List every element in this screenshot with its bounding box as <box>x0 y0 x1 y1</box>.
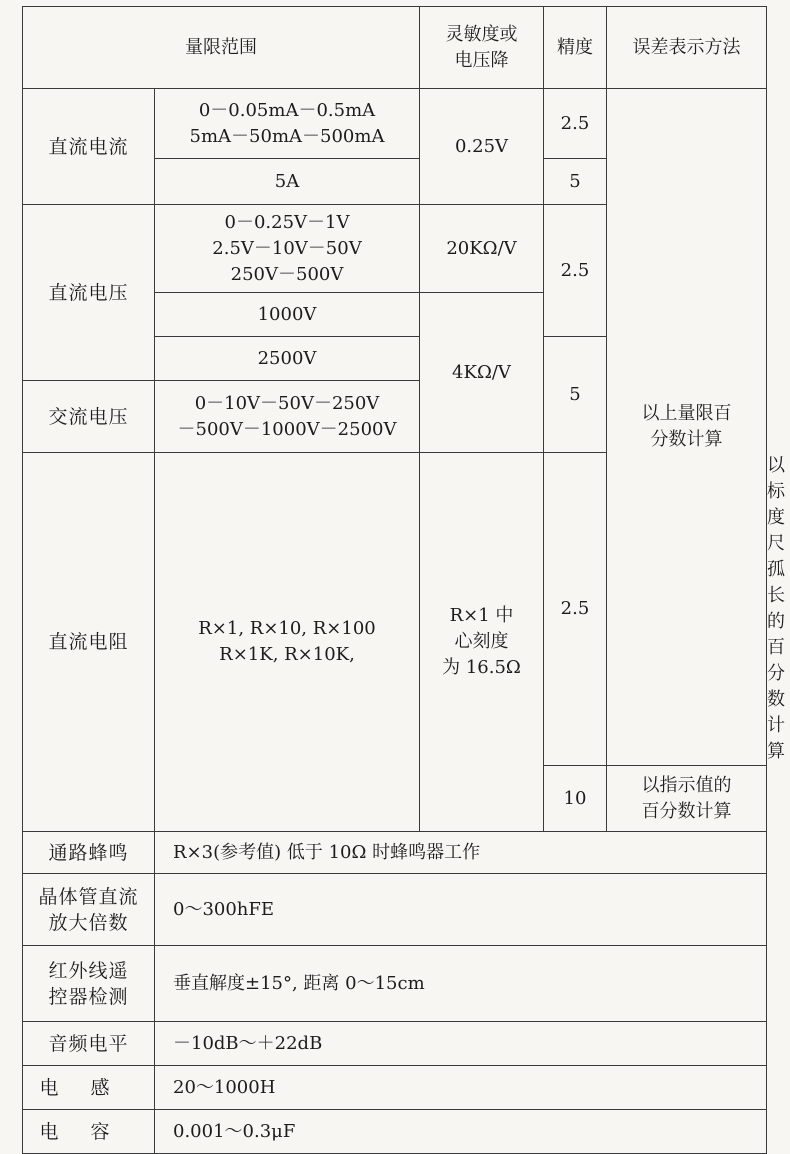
dc-voltage-sensitivity: 20KΩ/V <box>420 205 544 293</box>
buzzer-value: R×3(参考值) 低于 10Ω 时蜂鸣器工作 <box>155 832 767 874</box>
hfe-label <box>23 874 155 946</box>
dc-resistance-sensitivity-line3: 为 16.5Ω <box>442 657 521 678</box>
dc-resistance-sensitivity <box>420 453 544 832</box>
inductance-label: 电感 <box>23 1066 155 1110</box>
audio-level-value: －10dB～＋22dB <box>155 1022 767 1066</box>
inductance-row <box>23 1066 767 1110</box>
dc-current-label: 直流电流 <box>23 89 155 205</box>
header-range: 量限范围 <box>23 7 420 89</box>
accuracy-5-shared: 5 <box>544 337 607 453</box>
dc-current-range1-line1: 0－0.05mA－0.5mA <box>198 99 376 121</box>
header-sensitivity <box>420 7 544 89</box>
dc-current-range1 <box>155 89 420 159</box>
dc-voltage-range1-line2: 2.5V－10V－50V <box>212 237 362 259</box>
dc-resistance-sensitivity-line1: R×1 中 <box>449 605 514 626</box>
dc-current-accuracy2: 5 <box>544 159 607 205</box>
dc-voltage-range1-line1: 0－0.25V－1V <box>224 211 350 233</box>
dc-resistance-error2 <box>607 766 767 832</box>
ir-label-line1: 红外线遥 <box>48 959 129 982</box>
dc-current-row-1 <box>23 89 767 159</box>
dc-resistance-label: 直流电阻 <box>23 453 155 832</box>
capacitance-label: 电容 <box>23 1110 155 1154</box>
hfe-value: 0～300hFE <box>155 874 767 946</box>
hfe-row <box>23 874 767 946</box>
hfe-label-line1: 晶体管直流 <box>38 885 139 908</box>
dc-voltage-range1 <box>155 205 420 293</box>
ac-voltage-label: 交流电压 <box>23 381 155 453</box>
sensitivity-4k: 4KΩ/V <box>420 293 544 453</box>
ir-row <box>23 946 767 1022</box>
error-percent-line1: 以上量限百 <box>641 403 732 424</box>
error-percent-of-range <box>607 89 767 766</box>
capacitance-value: 0.001～0.3μF <box>155 1110 767 1154</box>
dc-resistance-range <box>155 453 420 832</box>
ac-voltage-range-line1: 0－10V－50V－250V <box>194 392 380 414</box>
dc-current-range1-line2: 5mA－50mA－500mA <box>189 125 385 147</box>
dc-current-accuracy1: 2.5 <box>544 89 607 159</box>
header-row <box>23 7 767 89</box>
dc-resistance-error2-line1: 以指示值的 <box>641 774 732 796</box>
dc-voltage-accuracy: 2.5 <box>544 205 607 337</box>
buzzer-row <box>23 832 767 874</box>
dc-voltage-range1-line3: 250V－500V <box>230 263 344 285</box>
inductance-value: 20～1000H <box>155 1066 767 1110</box>
buzzer-label: 通路蜂鸣 <box>23 832 155 874</box>
dc-current-sensitivity: 0.25V <box>420 89 544 205</box>
dc-voltage-label: 直流电压 <box>23 205 155 381</box>
capacitance-row <box>23 1110 767 1154</box>
dc-resistance-accuracy1: 2.5 <box>544 453 607 766</box>
ir-value: 垂直解度±15°, 距离 0～15cm <box>155 946 767 1022</box>
ir-label-line2: 控器检测 <box>48 985 129 1008</box>
dc-resistance-accuracy2: 10 <box>544 766 607 832</box>
ir-label <box>23 946 155 1022</box>
dc-resistance-range-line2: R×1K, R×10K, <box>219 644 355 665</box>
dc-resistance-sensitivity-line2: 心刻度 <box>454 631 509 652</box>
dc-resistance-range-line1: R×1, R×10, R×100 <box>198 618 376 639</box>
error-percent-line2: 分数计算 <box>650 429 723 450</box>
ac-voltage-range <box>155 381 420 453</box>
header-sensitivity-line1: 灵敏度或 <box>445 23 518 45</box>
dc-resistance-error2-line2: 百分数计算 <box>641 800 732 822</box>
spec-table <box>22 6 785 1154</box>
hfe-label-line2: 放大倍数 <box>48 911 129 934</box>
dc-resistance-row-1: 直流电阻 R×1, R×10, R×100 R×1K, R×10K, R×1 中 心刻度 为 16.5Ω 2.5 以标度尺孤长 的百分数计算 <box>23 453 767 766</box>
dc-voltage-range3: 2500V <box>155 337 420 381</box>
header-error-method: 误差表示方法 <box>607 7 767 89</box>
header-accuracy: 精度 <box>544 7 607 89</box>
ac-voltage-range-line2: －500V－1000V－2500V <box>177 418 397 440</box>
dc-current-range2: 5A <box>155 159 420 205</box>
dc-voltage-range2: 1000V <box>155 293 420 337</box>
audio-level-row <box>23 1022 767 1066</box>
header-sensitivity-line2: 电压降 <box>454 49 509 71</box>
audio-level-label: 音频电平 <box>23 1022 155 1066</box>
